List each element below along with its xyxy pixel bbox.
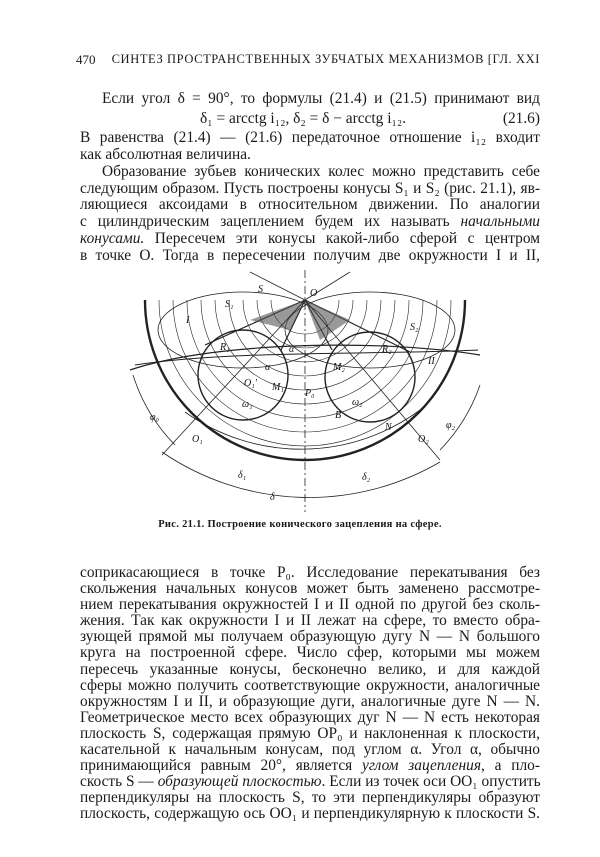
text-line — [80, 231, 540, 248]
label-delta2: δ₂ — [362, 472, 371, 483]
label-I: I — [186, 315, 190, 326]
label-alpha-top: α — [289, 344, 295, 355]
label-M1: M₁ — [272, 382, 284, 393]
text-span: Пересечем эти конусы какой-либо сферой с центром — [144, 230, 540, 248]
text-line — [80, 774, 540, 790]
text-line: скольжения начальных конусов может быть заменено рассмотре- — [80, 580, 540, 598]
text-line: соприкасающиеся в точке P₀. Исследование перекатывания без — [80, 564, 540, 581]
text-line: В равенства (21.4) — (21.6) передаточное отношение i₁₂ входит — [80, 128, 540, 146]
formula-number: (21.6) — [502, 109, 540, 127]
label-phi2: φ₂ — [446, 420, 456, 431]
label-II: II — [428, 356, 435, 367]
label-R1: R₁ — [220, 342, 230, 353]
running-title: СИНТЕЗ ПРОСТРАНСТВЕННЫХ ЗУБЧАТЫХ МЕХАНИЗМОВ [ГЛ. XXI — [111, 52, 540, 66]
label-R2: R₂ — [382, 344, 392, 355]
figure-caption: Рис. 21.1. Построение конического зацепления на сфере. — [158, 519, 442, 530]
text-line: как абсолютная величина. — [80, 145, 251, 163]
label-alpha: α — [265, 362, 271, 373]
text-line: Геометрическое место всех образующих дуг N — N есть некоторая — [80, 708, 540, 726]
text-span: , а пло- — [481, 757, 540, 775]
bottom-text — [80, 565, 540, 823]
text-span: скость S — — [80, 773, 158, 791]
text-span: с цилиндрическим зацеплением будем их называть — [80, 213, 450, 231]
label-delta1: δ₁ — [238, 470, 247, 481]
label-O1-prime: O₁′ — [244, 378, 257, 389]
text-line: следующим образом. Пусть построены конусы S₁ и S₂ (рис. 21.1), яв- — [80, 179, 540, 197]
text-line: окружностям I и II, и образующие дуги, аналогичные дуге N — N. — [80, 692, 540, 710]
label-omega2: ω₂ — [352, 397, 363, 408]
label-omega1: ω₁ — [242, 399, 253, 410]
text-line: в точке O. Тогда в пересечении получим две окружности I и II, — [80, 247, 540, 265]
italic-term: углом зацепления — [362, 757, 481, 775]
text-line: жения. Так как окружности I и II лежат на сфере, то вместо обра- — [80, 612, 540, 630]
text-line: плоскость S, содержащая прямую OP₀ и наклоненная к плоскости, — [80, 724, 540, 742]
text-line: нием перекатывания окружностей I и II одной по другой без сколь- — [80, 596, 540, 614]
label-delta: δ — [270, 492, 275, 503]
label-M2: M₂ — [333, 362, 345, 373]
label-N: N — [385, 422, 392, 433]
page-number: 470 — [76, 52, 96, 67]
text-span: . Если из точек оси OO₁ опустить — [321, 773, 541, 791]
label-S1: S₁ — [225, 299, 234, 310]
label-O: O — [310, 288, 318, 299]
label-S: S — [258, 284, 263, 295]
text-line: сферы можно получить соответствующие окружности, аналогичные — [80, 676, 540, 694]
label-phi0: φ₀ — [150, 412, 160, 423]
text-line: круга на построенной сфере. Число сфер, которыми мы можем — [80, 644, 540, 662]
label-O2: O₂ — [418, 434, 429, 445]
figure-labels — [150, 284, 456, 503]
text-line: ляющиеся аксоидами в относительном движении. По аналогии — [80, 196, 540, 214]
italic-term: начальными — [460, 213, 540, 231]
italic-term: образующей плоскостью — [157, 773, 322, 791]
text-line — [80, 758, 540, 774]
label-B: B — [335, 410, 342, 421]
label-P0: P₀ — [305, 388, 315, 399]
text-line: пересечь указанные конусы, бесконечно велико, и для каждой — [80, 660, 540, 678]
text-line: плоскость, содержащую ось OO₁ и перпендикулярную к плоскости S. — [80, 805, 540, 823]
top-text — [80, 91, 540, 265]
text-line: Образование зубьев конических колес можно представить себе — [102, 162, 540, 180]
text-line: зующей прямой мы получаем образующую дугу N — N большого — [80, 628, 540, 646]
label-S2: S₂ — [410, 322, 419, 333]
text-line: перпендикуляры на плоскость S, то эти перпендикуляры образуют — [80, 789, 540, 807]
italic-term: конусами. — [80, 230, 145, 248]
figure-bevel-gear-sphere — [0, 270, 600, 520]
text-line — [80, 214, 540, 231]
text-span: принимающийся равным 20°, является — [80, 757, 363, 775]
text-line: касательной к начальным конусам, под углом α. Угол α, обычно — [80, 741, 540, 759]
text-line: Если угол δ = 90°, то формулы (21.4) и (21.5) принимают вид — [102, 90, 540, 107]
label-O1: O₁ — [192, 434, 203, 445]
formula-body: δ₁ = arcctg i₁₂, δ₂ = δ − arcctg i₁₂. — [200, 109, 407, 127]
formula-21-6 — [80, 108, 540, 130]
